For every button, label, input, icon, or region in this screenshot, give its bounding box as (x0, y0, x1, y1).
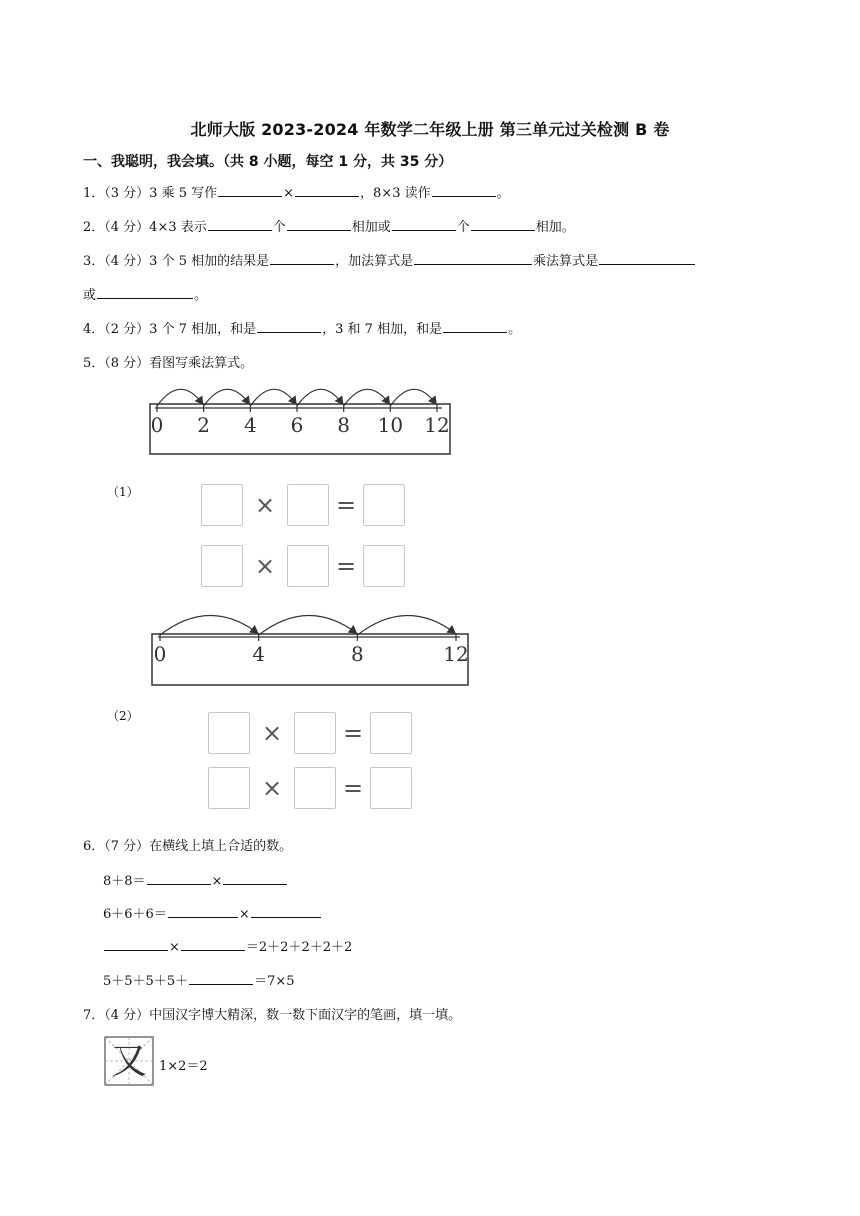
equals-sign: = (335, 552, 357, 580)
number-line-2-tick-label: 12 (443, 642, 469, 666)
question-1 (83, 182, 510, 201)
q4-text: 4．（2 分）3 个 7 相加，和是 (83, 322, 257, 337)
q3-text: 3．（4 分）3 个 5 相加的结果是 (83, 254, 270, 269)
page-title: 北师大版 2023-2024 年数学二年级上册 第三单元过关检测 B 卷 (190, 120, 670, 139)
number-line-1-tick-label: 12 (424, 413, 450, 437)
q6-r4-text: 5＋5＋5＋5＋ (103, 974, 189, 989)
times-sign: × (261, 719, 283, 747)
q5-1-box-e[interactable] (287, 545, 329, 587)
number-line-1-tick-label: 4 (243, 413, 257, 437)
number-line-2-hop-arc (160, 615, 258, 635)
q2-ge-2: 个 (456, 220, 470, 235)
q7-text: 7．（4 分）中国汉字博大精深，数一数下面汉字的笔画，填一填。 (83, 1008, 462, 1023)
number-line-1-tick-label: 8 (337, 413, 351, 437)
q6-r4-blank-1[interactable] (189, 970, 253, 985)
q6-row-1 (103, 870, 288, 889)
number-line-1-tick-label: 6 (290, 413, 304, 437)
equals-sign: = (342, 719, 364, 747)
q5-1-box-a[interactable] (201, 484, 243, 526)
times-sign: × (254, 491, 276, 519)
q1-blank-2[interactable] (295, 182, 359, 197)
q3-blank-1[interactable] (270, 250, 334, 265)
q6-r3-blank-2[interactable] (181, 936, 245, 951)
number-line-1 (146, 382, 456, 458)
q6-r4-end: ＝7×5 (254, 974, 295, 989)
number-line-1-tick-label: 2 (197, 413, 211, 437)
q5-1-box-d[interactable] (201, 545, 243, 587)
equals-sign: = (342, 774, 364, 802)
q6-r2-blank-1[interactable] (168, 903, 238, 918)
q6-times: × (211, 874, 223, 889)
q5-1-box-f[interactable] (363, 545, 405, 587)
question-3-line-2 (83, 284, 207, 303)
question-5 (83, 352, 253, 371)
q3-blank-2[interactable] (414, 250, 532, 265)
q2-blank-2[interactable] (287, 216, 351, 231)
q1-text: 1．（3 分）3 乘 5 写作 (83, 186, 218, 201)
number-line-2-frame (152, 634, 468, 685)
q3-blank-3[interactable] (599, 250, 695, 265)
q5-2-box-a[interactable] (208, 712, 250, 754)
character: 又 (110, 1041, 148, 1082)
q6-r1-blank-1[interactable] (147, 870, 211, 885)
question-7 (83, 1004, 461, 1023)
number-line-2-tick-label: 0 (153, 642, 167, 666)
q2-end: 相加。 (535, 220, 575, 235)
number-line-2-tick-label: 8 (350, 642, 364, 666)
equals-sign: = (335, 491, 357, 519)
q6-times: × (169, 940, 180, 955)
question-4 (83, 318, 521, 337)
q5-2-box-e[interactable] (294, 767, 336, 809)
question-2 (83, 216, 575, 235)
q2-ge-1: 个 (272, 220, 286, 235)
q6-r1-blank-2[interactable] (223, 870, 287, 885)
q7-equation: 1×2＝2 (159, 1059, 208, 1074)
q3-end: 。 (194, 288, 208, 303)
q3-or: 或 (83, 288, 97, 303)
times-sign: × (261, 774, 283, 802)
q6-text: 6．（7 分）在横线上填上合适的数。 (83, 839, 293, 854)
q3-mul-label: 乘法算式是 (533, 254, 599, 269)
number-line-1-tick-label: 0 (150, 413, 164, 437)
q5-1-box-b[interactable] (287, 484, 329, 526)
q1-times: × (283, 186, 295, 201)
q3-blank-4[interactable] (97, 284, 193, 299)
q6-row-2 (103, 903, 322, 922)
number-line-2-tick-label: 4 (252, 642, 266, 666)
q4-end: 。 (508, 322, 522, 337)
character-grid (104, 1036, 154, 1086)
q1-blank-1[interactable] (218, 182, 282, 197)
number-line-2-hop-arc (357, 615, 455, 635)
q5-2-box-d[interactable] (208, 767, 250, 809)
q2-text: 2．（4 分）4×3 表示 (83, 220, 207, 235)
q5-part-1-label: （1） (107, 485, 139, 499)
q4-blank-1[interactable] (257, 318, 321, 333)
q6-r3-text: ＝2＋2＋2＋2＋2 (245, 940, 353, 955)
q4-blank-2[interactable] (443, 318, 507, 333)
question-3 (83, 250, 696, 269)
number-line-2-hop-arc (259, 615, 357, 635)
times-sign: × (254, 552, 276, 580)
q5-text: 5．（8 分）看图写乘法算式。 (83, 356, 254, 371)
q2-blank-3[interactable] (392, 216, 456, 231)
section-heading: 一、我聪明，我会填。（共 8 小题，每空 1 分，共 35 分） (83, 154, 453, 170)
q6-times: × (238, 907, 250, 922)
q6-r3-blank-1[interactable] (104, 936, 168, 951)
q5-2-box-c[interactable] (370, 712, 412, 754)
q1-blank-3[interactable] (432, 182, 496, 197)
q2-or: 相加或 (351, 220, 391, 235)
question-6 (83, 835, 292, 854)
number-line-1-tick-label: 10 (377, 413, 404, 437)
q3-add-label: ，加法算式是 (335, 254, 414, 269)
q6-row-4 (103, 970, 295, 989)
q2-blank-1[interactable] (208, 216, 272, 231)
number-line-2 (148, 610, 474, 690)
q6-r2-blank-2[interactable] (251, 903, 321, 918)
q6-row-3 (103, 936, 352, 955)
q4-mid: ，3 和 7 相加，和是 (322, 322, 443, 337)
q1-mid: ，8×3 读作 (360, 186, 431, 201)
q1-end: 。 (496, 186, 510, 201)
q6-r2-text: 6＋6＋6＝ (103, 907, 167, 922)
q5-part-2-label: （2） (107, 709, 139, 723)
q2-blank-4[interactable] (471, 216, 535, 231)
q5-2-box-b[interactable] (294, 712, 336, 754)
q5-2-box-f[interactable] (370, 767, 412, 809)
q6-r1-text: 8＋8＝ (103, 874, 146, 889)
q5-1-box-c[interactable] (363, 484, 405, 526)
